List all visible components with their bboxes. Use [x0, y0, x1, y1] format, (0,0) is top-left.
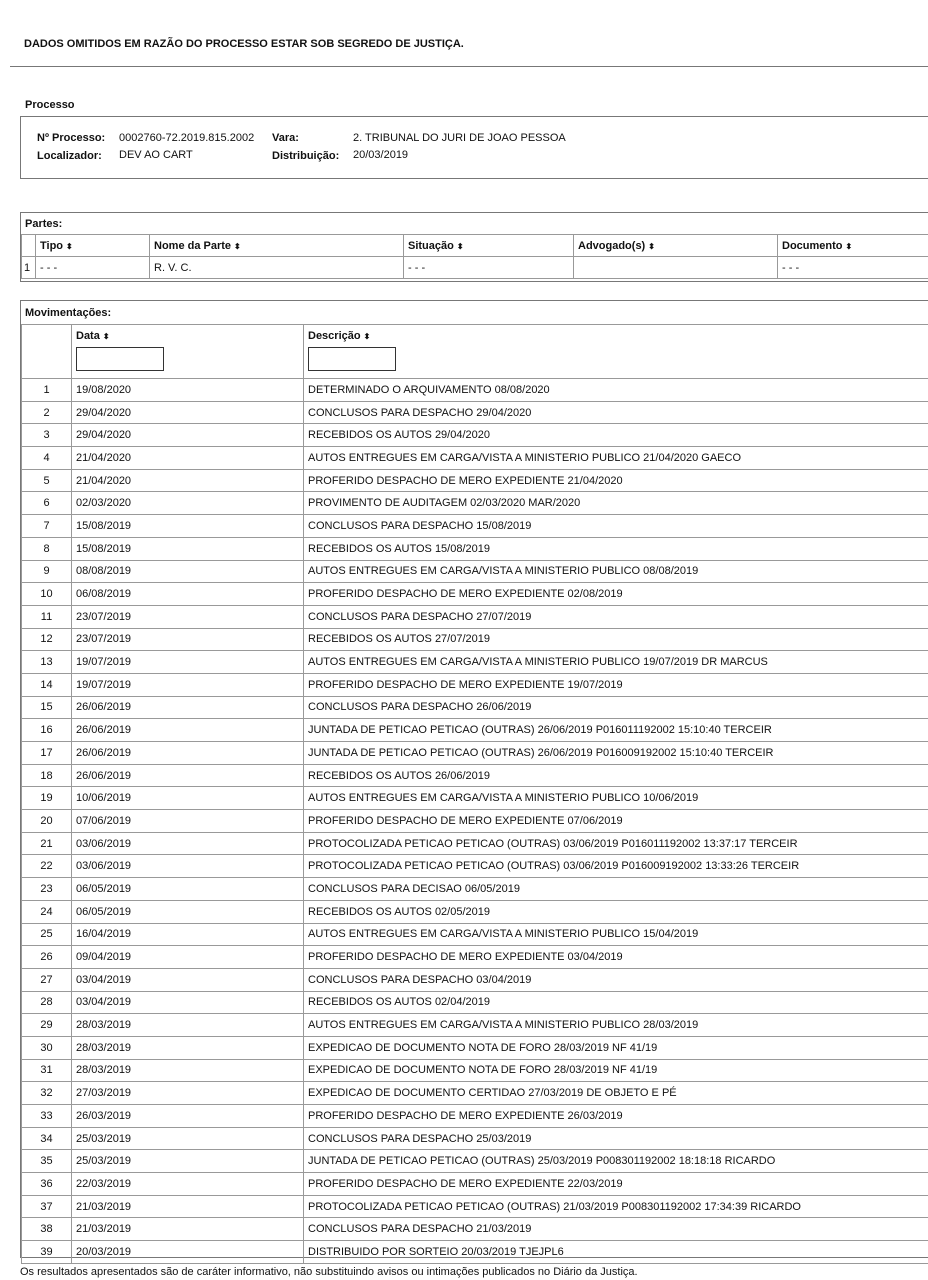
row-description: AUTOS ENTREGUES EM CARGA/VISTA A MINISTERIO PUBLICO 15/04/2019 — [304, 923, 928, 946]
row-number: 33 — [22, 1105, 72, 1128]
table-row — [22, 583, 928, 606]
sort-icon[interactable]: ⬍ — [102, 332, 110, 341]
row-number: 38 — [22, 1218, 72, 1241]
row-number: 29 — [22, 1014, 72, 1037]
row-number: 12 — [22, 628, 72, 651]
col-tipo[interactable]: Tipo ⬍ — [36, 235, 150, 257]
sort-icon[interactable]: ⬍ — [648, 241, 655, 251]
row-description: PROFERIDO DESPACHO DE MERO EXPEDIENTE 02/08/2019 — [304, 583, 928, 606]
row-description: CONCLUSOS PARA DESPACHO 29/04/2020 — [304, 401, 928, 424]
processo-box — [20, 116, 928, 179]
sort-icon[interactable]: ⬍ — [363, 332, 371, 341]
row-date: 06/08/2019 — [72, 583, 304, 606]
row-description: RECEBIDOS OS AUTOS 15/08/2019 — [304, 537, 928, 560]
movimentacoes-table — [21, 324, 928, 1264]
row-date: 25/03/2019 — [72, 1150, 304, 1173]
row-number: 34 — [22, 1127, 72, 1150]
row-number: 17 — [22, 742, 72, 765]
partes-box — [20, 212, 928, 282]
col-data[interactable]: Data ⬍ — [72, 325, 304, 379]
row-number: 27 — [22, 968, 72, 991]
row-number: 6 — [22, 492, 72, 515]
row-description: JUNTADA DE PETICAO PETICAO (OUTRAS) 26/06/2019 P016011192002 15:10:40 TERCEIR — [304, 719, 928, 742]
row-number: 39 — [22, 1241, 72, 1264]
row-date: 23/07/2019 — [72, 605, 304, 628]
mov-index-header — [22, 325, 72, 379]
numero-label: Nº Processo: — [37, 132, 106, 144]
row-description: PROFERIDO DESPACHO DE MERO EXPEDIENTE 21/04/2020 — [304, 469, 928, 492]
row-description: CONCLUSOS PARA DESPACHO 25/03/2019 — [304, 1127, 928, 1150]
table-row — [22, 991, 928, 1014]
table-row — [22, 696, 928, 719]
table-row — [22, 1127, 928, 1150]
row-description: PROFERIDO DESPACHO DE MERO EXPEDIENTE 19/07/2019 — [304, 673, 928, 696]
row-description: AUTOS ENTREGUES EM CARGA/VISTA A MINISTERIO PUBLICO 08/08/2019 — [304, 560, 928, 583]
table-row — [22, 810, 928, 833]
row-number: 26 — [22, 946, 72, 969]
partes-section-title: Partes: — [25, 218, 63, 230]
partes-situacao: - - - — [404, 257, 574, 279]
table-row — [22, 923, 928, 946]
row-date: 08/08/2019 — [72, 560, 304, 583]
partes-tipo: - - - — [36, 257, 150, 279]
row-description: RECEBIDOS OS AUTOS 26/06/2019 — [304, 764, 928, 787]
row-date: 21/03/2019 — [72, 1218, 304, 1241]
movimentacoes-box — [20, 300, 928, 1258]
row-number: 18 — [22, 764, 72, 787]
table-row — [22, 515, 928, 538]
row-date: 28/03/2019 — [72, 1036, 304, 1059]
row-date: 21/04/2020 — [72, 447, 304, 470]
table-row — [22, 832, 928, 855]
row-number: 11 — [22, 605, 72, 628]
row-description: JUNTADA DE PETICAO PETICAO (OUTRAS) 25/03/2019 P008301192002 18:18:18 RICARDO — [304, 1150, 928, 1173]
row-date: 27/03/2019 — [72, 1082, 304, 1105]
row-date: 20/03/2019 — [72, 1241, 304, 1264]
processo-section-title: Processo — [25, 99, 75, 111]
row-number: 28 — [22, 991, 72, 1014]
divider — [10, 66, 928, 67]
row-description: CONCLUSOS PARA DESPACHO 21/03/2019 — [304, 1218, 928, 1241]
row-description: JUNTADA DE PETICAO PETICAO (OUTRAS) 26/06/2019 P016009192002 15:10:40 TERCEIR — [304, 742, 928, 765]
row-date: 03/06/2019 — [72, 832, 304, 855]
col-documento[interactable]: Documento ⬍ — [778, 235, 928, 257]
row-date: 22/03/2019 — [72, 1173, 304, 1196]
partes-nome: R. V. C. — [150, 257, 404, 279]
vara-label: Vara: — [272, 132, 299, 144]
row-number: 37 — [22, 1195, 72, 1218]
row-description: RECEBIDOS OS AUTOS 29/04/2020 — [304, 424, 928, 447]
table-row — [22, 968, 928, 991]
table-row — [22, 537, 928, 560]
table-row — [22, 1082, 928, 1105]
table-row — [22, 764, 928, 787]
col-situacao[interactable]: Situação ⬍ — [404, 235, 574, 257]
table-row — [22, 673, 928, 696]
row-number: 22 — [22, 855, 72, 878]
row-date: 15/08/2019 — [72, 537, 304, 560]
row-description: RECEBIDOS OS AUTOS 02/05/2019 — [304, 900, 928, 923]
row-number: 15 — [22, 696, 72, 719]
row-date: 07/06/2019 — [72, 810, 304, 833]
row-description: CONCLUSOS PARA DESPACHO 03/04/2019 — [304, 968, 928, 991]
footer-disclaimer: Os resultados apresentados são de caráter informativo, não substituindo avisos ou intimações publicados no Diário da Justiça. — [20, 1266, 638, 1278]
row-number: 16 — [22, 719, 72, 742]
row-number: 21 — [22, 832, 72, 855]
distribuicao-value: 20/03/2019 — [353, 149, 409, 161]
row-number: 9 — [22, 560, 72, 583]
row-number: 3 — [22, 424, 72, 447]
table-row — [22, 1241, 928, 1264]
table-row — [22, 742, 928, 765]
partes-advogados — [574, 257, 778, 279]
row-number: 20 — [22, 810, 72, 833]
partes-header-row — [22, 235, 928, 257]
table-row — [22, 900, 928, 923]
row-date: 09/04/2019 — [72, 946, 304, 969]
row-description: CONCLUSOS PARA DESPACHO 26/06/2019 — [304, 696, 928, 719]
table-row — [22, 1218, 928, 1241]
partes-row-index: 1 — [22, 257, 36, 279]
table-row — [22, 1059, 928, 1082]
row-date: 19/07/2019 — [72, 673, 304, 696]
data-filter-input[interactable] — [76, 347, 164, 371]
table-row — [22, 469, 928, 492]
movimentacoes-header-row — [22, 325, 928, 379]
row-description: AUTOS ENTREGUES EM CARGA/VISTA A MINISTERIO PUBLICO 10/06/2019 — [304, 787, 928, 810]
row-description: RECEBIDOS OS AUTOS 02/04/2019 — [304, 991, 928, 1014]
secrecy-notice: DADOS OMITIDOS EM RAZÃO DO PROCESSO ESTAR SOB SEGREDO DE JUSTIÇA. — [24, 38, 464, 50]
partes-documento: - - - — [778, 257, 928, 279]
distribuicao-label: Distribuição: — [272, 150, 340, 162]
row-number: 10 — [22, 583, 72, 606]
numero-value: 0002760-72.2019.815.2002 — [119, 132, 255, 144]
row-description: CONCLUSOS PARA DESPACHO 27/07/2019 — [304, 605, 928, 628]
col-advogados[interactable]: Advogado(s) ⬍ — [574, 235, 778, 257]
table-row — [22, 492, 928, 515]
row-date: 21/03/2019 — [72, 1195, 304, 1218]
movimentacoes-section-title: Movimentações: — [25, 307, 112, 319]
sort-icon[interactable]: ⬍ — [234, 241, 241, 251]
row-description: PROTOCOLIZADA PETICAO PETICAO (OUTRAS) 03/06/2019 P016011192002 13:37:17 TERCEIR — [304, 832, 928, 855]
row-date: 28/03/2019 — [72, 1014, 304, 1037]
table-row — [22, 651, 928, 674]
row-description: EXPEDICAO DE DOCUMENTO NOTA DE FORO 28/03/2019 NF 41/19 — [304, 1036, 928, 1059]
row-description: DETERMINADO O ARQUIVAMENTO 08/08/2020 — [304, 379, 928, 402]
row-date: 03/04/2019 — [72, 968, 304, 991]
row-description: EXPEDICAO DE DOCUMENTO CERTIDAO 27/03/2019 DE OBJETO E PÉ — [304, 1082, 928, 1105]
row-description: PROVIMENTO DE AUDITAGEM 02/03/2020 MAR/2020 — [304, 492, 928, 515]
row-date: 06/05/2019 — [72, 900, 304, 923]
movimentacoes-body — [22, 379, 928, 1264]
row-number: 2 — [22, 401, 72, 424]
col-nome-da-parte[interactable]: Nome da Parte ⬍ — [150, 235, 404, 257]
table-row — [22, 1014, 928, 1037]
row-description: CONCLUSOS PARA DECISAO 06/05/2019 — [304, 878, 928, 901]
table-row — [22, 628, 928, 651]
table-row — [22, 560, 928, 583]
row-number: 8 — [22, 537, 72, 560]
table-row — [22, 855, 928, 878]
row-date: 25/03/2019 — [72, 1127, 304, 1150]
row-date: 26/06/2019 — [72, 696, 304, 719]
row-number: 14 — [22, 673, 72, 696]
table-row — [22, 1173, 928, 1196]
row-date: 29/04/2020 — [72, 424, 304, 447]
table-row — [22, 1195, 928, 1218]
row-date: 26/06/2019 — [72, 719, 304, 742]
table-row — [22, 447, 928, 470]
row-description: PROFERIDO DESPACHO DE MERO EXPEDIENTE 26/03/2019 — [304, 1105, 928, 1128]
row-description: DISTRIBUIDO POR SORTEIO 20/03/2019 TJEJPL6 — [304, 1241, 928, 1264]
row-date: 26/06/2019 — [72, 764, 304, 787]
row-description: EXPEDICAO DE DOCUMENTO NOTA DE FORO 28/03/2019 NF 41/19 — [304, 1059, 928, 1082]
localizador-label: Localizador: — [37, 150, 102, 162]
row-description: AUTOS ENTREGUES EM CARGA/VISTA A MINISTERIO PUBLICO 21/04/2020 GAECO — [304, 447, 928, 470]
row-number: 32 — [22, 1082, 72, 1105]
row-date: 29/04/2020 — [72, 401, 304, 424]
row-number: 19 — [22, 787, 72, 810]
row-date: 21/04/2020 — [72, 469, 304, 492]
row-number: 36 — [22, 1173, 72, 1196]
col-descricao[interactable]: Descrição ⬍ — [304, 325, 928, 379]
table-row — [22, 424, 928, 447]
row-date: 10/06/2019 — [72, 787, 304, 810]
row-date: 03/06/2019 — [72, 855, 304, 878]
table-row — [22, 1105, 928, 1128]
row-number: 23 — [22, 878, 72, 901]
row-description: PROTOCOLIZADA PETICAO PETICAO (OUTRAS) 21/03/2019 P008301192002 17:34:39 RICARDO — [304, 1195, 928, 1218]
row-date: 02/03/2020 — [72, 492, 304, 515]
row-number: 31 — [22, 1059, 72, 1082]
row-date: 15/08/2019 — [72, 515, 304, 538]
row-description: PROFERIDO DESPACHO DE MERO EXPEDIENTE 22/03/2019 — [304, 1173, 928, 1196]
row-date: 19/08/2020 — [72, 379, 304, 402]
table-row — [22, 605, 928, 628]
row-number: 13 — [22, 651, 72, 674]
row-date: 19/07/2019 — [72, 651, 304, 674]
row-number: 5 — [22, 469, 72, 492]
sort-icon[interactable]: ⬍ — [456, 241, 464, 251]
table-row — [22, 379, 928, 402]
row-date: 28/03/2019 — [72, 1059, 304, 1082]
row-description: AUTOS ENTREGUES EM CARGA/VISTA A MINISTERIO PUBLICO 19/07/2019 DR MARCUS — [304, 651, 928, 674]
row-date: 26/06/2019 — [72, 742, 304, 765]
row-date: 06/05/2019 — [72, 878, 304, 901]
localizador-value: DEV AO CART — [119, 149, 193, 161]
row-number: 25 — [22, 923, 72, 946]
row-description: PROTOCOLIZADA PETICAO PETICAO (OUTRAS) 03/06/2019 P016009192002 13:33:26 TERCEIR — [304, 855, 928, 878]
table-row — [22, 719, 928, 742]
row-number: 1 — [22, 379, 72, 402]
row-date: 16/04/2019 — [72, 923, 304, 946]
row-description: AUTOS ENTREGUES EM CARGA/VISTA A MINISTERIO PUBLICO 28/03/2019 — [304, 1014, 928, 1037]
row-description: PROFERIDO DESPACHO DE MERO EXPEDIENTE 03/04/2019 — [304, 946, 928, 969]
table-row — [22, 1036, 928, 1059]
partes-index-header — [22, 235, 36, 257]
row-number: 7 — [22, 515, 72, 538]
sort-icon[interactable]: ⬍ — [66, 241, 73, 251]
row-date: 03/04/2019 — [72, 991, 304, 1014]
row-number: 4 — [22, 447, 72, 470]
table-row — [22, 787, 928, 810]
table-row — [22, 878, 928, 901]
row-date: 23/07/2019 — [72, 628, 304, 651]
partes-table — [21, 234, 928, 279]
row-description: CONCLUSOS PARA DESPACHO 15/08/2019 — [304, 515, 928, 538]
row-number: 30 — [22, 1036, 72, 1059]
table-row — [22, 1150, 928, 1173]
table-row — [22, 401, 928, 424]
row-number: 24 — [22, 900, 72, 923]
descricao-filter-input[interactable] — [308, 347, 396, 371]
vara-value: 2. TRIBUNAL DO JURI DE JOAO PESSOA — [353, 132, 566, 144]
row-date: 26/03/2019 — [72, 1105, 304, 1128]
row-description: PROFERIDO DESPACHO DE MERO EXPEDIENTE 07/06/2019 — [304, 810, 928, 833]
table-row — [22, 946, 928, 969]
sort-icon[interactable]: ⬍ — [845, 241, 853, 251]
table-row — [22, 257, 928, 279]
row-number: 35 — [22, 1150, 72, 1173]
row-description: RECEBIDOS OS AUTOS 27/07/2019 — [304, 628, 928, 651]
